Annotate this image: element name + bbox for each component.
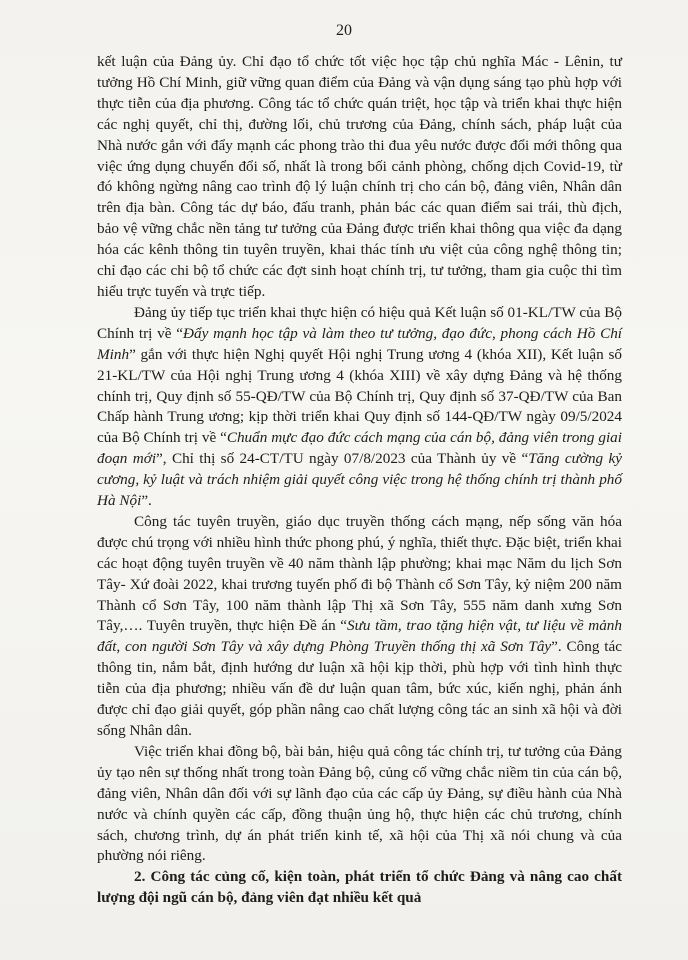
quoted-title: Tăng cường kỷ cương, kỷ luật và trách nhiệm giải quyết công việc trong hệ thống chính trị thành phố Hà Nội — [97, 450, 623, 510]
paragraph-text: Công tác tuyên truyền, giáo dục truyền thống cách mạng, nếp sống văn hóa được chú trọng với nhiều hình thức phong phú, ý nghĩa, thiết thực. Đặc biệt, triển khai các hoạt động tuyên truyền về 40 năm thành lập phường; khai mạc Năm du lịch Sơn Tây- Xứ đoài 2022, khai trương tuyến phố đi bộ Thành cổ Sơn Tây, kỷ niệm 200 năm Thành cổ Sơn Tây, 100 năm thành lập Thị xã Sơn Tây, 555 năm danh xưng Sơn Tây,…. Tuyên truyền, thực hiện Đề án “ — [97, 512, 622, 635]
page-number: 20 — [336, 22, 352, 39]
section-heading: 2. Công tác củng cố, kiện toàn, phát triển tổ chức Đảng và nâng cao chất lượng đội ngũ cán bộ, đảng viên đạt nhiều kết quả — [97, 868, 622, 907]
paragraph-consensus — [97, 742, 622, 867]
paragraph-conclusion-01 — [97, 303, 622, 512]
paragraph-text: ”, Chỉ thị số 24-CT/TU ngày 07/8/2023 của Thành ủy về “ — [156, 450, 529, 468]
quoted-title: Chuẩn mực đạo đức cách mạng của cán bộ, đảng viên trong giai đoạn mới — [97, 429, 622, 468]
paragraph-text: ”. Công tác thông tin, nắm bắt, định hướng dư luận xã hội kịp thời, phù hợp với tình hình thực tiễn của địa phương; nhiều vấn đề dư luận quan tâm, bức xúc, kiến nghị, phản ánh được chỉ đạo giải quyết, góp phần nâng cao chất lượng công tác an sinh xã hội và đời sống Nhân dân. — [97, 638, 622, 739]
document-body — [97, 52, 622, 909]
paragraph-text: ” gắn với thực hiện Nghị quyết Hội nghị Trung ương 4 (khóa XII), Kết luận số 21-KL/TW của Hội nghị Trung ương 4 (khóa XIII) về xây dựng Đảng và hệ thống chính trị, Quy định số 55-QĐ/TW của Bộ Chính trị, Quy định số 37-QĐ/TW của Ban Chấp hành Trung ương; kịp thời triển khai Quy định số 144-QĐ/TW ngày 09/5/2024 của Bộ Chính trị về “ — [97, 345, 622, 447]
paragraph-text: kết luận của Đảng ủy. Chỉ đạo tổ chức tốt việc học tập chủ nghĩa Mác - Lênin, tư tưởng Hồ Chí Minh, giữ vững quan điểm của Đảng và vận dụng sáng tạo phù hợp với thực tiễn của địa phương. Công tác tổ chức quán triệt, học tập và triển khai thực hiện các nghị quyết, chỉ thị, đường lối, chủ trương của Đảng, chính sách, pháp luật của Nhà nước gắn với đẩy mạnh các phong trào thi đua yêu nước được đổi mới thông qua việc ứng dụng chuyển đổi số, nhất là trong bối cảnh phòng, chống dịch Covid-19, từ đó không ngừng nâng cao trình độ lý luận chính trị cho cán bộ, đảng viên, Nhân dân trên địa bàn. Công tác dự báo, đấu tranh, phản bác các quan điểm sai trái, thù địch, bảo vệ vững chắc nền tảng tư tưởng của Đảng được triển khai thông qua việc đa dạng hóa các kênh thông tin tuyên truyền, khai thác tính ưu việt của công nghệ thông tin; chỉ đạo các chi bộ tổ chức các đợt sinh hoạt chính trị, tư tưởng, tham gia cuộc thi tìm hiểu trực tuyến và trực tiếp. — [97, 53, 622, 300]
paragraph-propaganda — [97, 512, 622, 742]
quoted-title: Sưu tầm, trao tặng hiện vật, tư liệu về mảnh đất, con người Sơn Tây và xây dựng Phòng Truyền thống thị xã Sơn Tây — [97, 617, 622, 656]
quoted-title: Đẩy mạnh học tập và làm theo tư tưởng, đạo đức, phong cách Hồ Chí Minh — [97, 324, 623, 363]
paragraph-text: Việc triển khai đồng bộ, bài bản, hiệu quả công tác chính trị, tư tưởng của Đảng ủy tạo nên sự thống nhất trong toàn Đảng bộ, củng cố vững chắc niềm tin của cán bộ, đảng viên, Nhân dân đối với sự lãnh đạo của các cấp ủy Đảng, sự điều hành của Nhà nước và chính quyền các cấp, đồng thuận ủng hộ, thực hiện các chủ trương, chính sách, chương trình, dự án phát triển kinh tế, xã hội của Thị xã nói chung và của phường nói riêng. — [97, 742, 622, 865]
paragraph-text: ”. — [141, 492, 152, 510]
paragraph-text: Đảng ủy tiếp tục triển khai thực hiện có hiệu quả Kết luận số 01-KL/TW của Bộ Chính trị về “ — [97, 303, 622, 342]
paragraph-political-study — [97, 52, 622, 303]
